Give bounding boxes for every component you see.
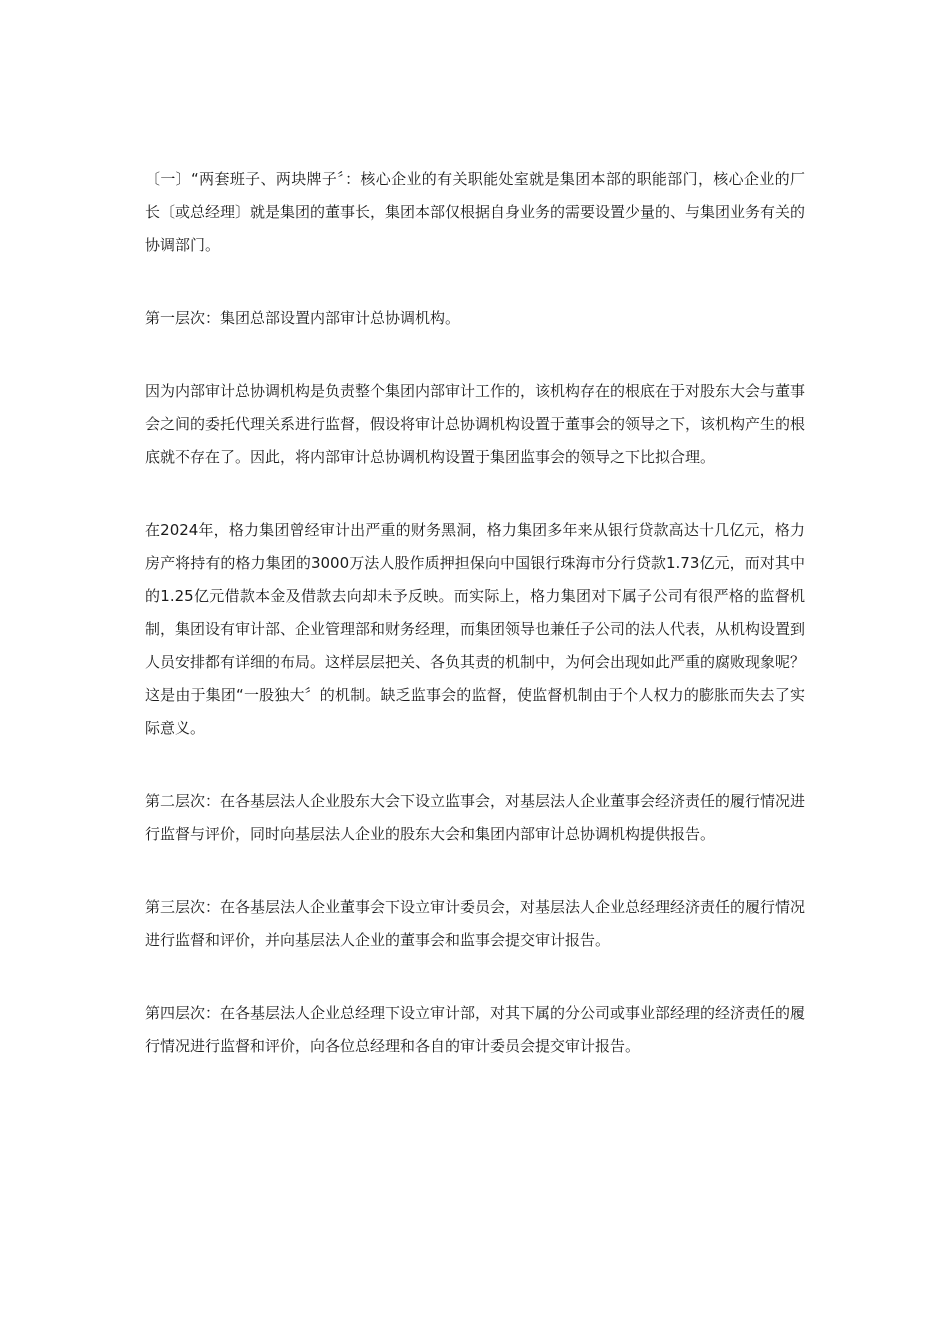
paragraph-structure-model: 〔一〕“两套班子、两块牌子〞：核心企业的有关职能处室就是集团本部的职能部门，核心企业的厂长〔或总经理〕就是集团的董事长，集团本部仅根据自身业务的需要设置少量的、与集团业务有关的协调部门。 xyxy=(145,170,806,254)
paragraph-level-two: 第二层次：在各基层法人企业股东大会下设立监事会，对基层法人企业董事会经济责任的履行情况进行监督与评价，同时向基层法人企业的股东大会和集团内部审计总协调机构提供报告。 xyxy=(145,792,806,843)
paragraph-level-one: 第一层次：集团总部设置内部审计总协调机构。 xyxy=(145,309,461,327)
paragraph-level-four: 第四层次：在各基层法人企业总经理下设立审计部，对其下属的分公司或事业部经理的经济责任的履行情况进行监督和评价，向各位总经理和各自的审计委员会提交审计报告。 xyxy=(145,1004,806,1055)
document-body xyxy=(145,163,805,1103)
paragraph-level-three: 第三层次：在各基层法人企业董事会下设立审计委员会，对基层法人企业总经理经济责任的履行情况进行监督和评价，并向基层法人企业的董事会和监事会提交审计报告。 xyxy=(145,898,806,949)
paragraph-level-one-rationale: 因为内部审计总协调机构是负责整个集团内部审计工作的，该机构存在的根底在于对股东大会与董事会之间的委托代理关系进行监督，假设将审计总协调机构设置于董事会的领导之下，该机构产生的根底就不存在了。因此，将内部审计总协调机构设置于集团监事会的领导之下比拟合理。 xyxy=(145,382,806,466)
paragraph-gree-case: 在2024年，格力集团曾经审计出严重的财务黑洞，格力集团多年来从银行贷款高达十几亿元，格力房产将持有的格力集团的3000万法人股作质押担保向中国银行珠海市分行贷款1.73亿元，而对其中的1.25亿元借款本金及借款去向却未予反映。而实际上，格力集团对下属子公司有很严格的监督机制，集团设有审计部、企业管理部和财务经理，而集团领导也兼任子公司的法人代表，从机构设置到人员安排都有详细的布局。这样层层把关、各负其责的机制中，为何会出现如此严重的腐败现象呢？这是由于集团“一股独大〞的机制。缺乏监事会的监督，使监督机制由于个人权力的膨胀而失去了实际意义。 xyxy=(145,521,806,737)
